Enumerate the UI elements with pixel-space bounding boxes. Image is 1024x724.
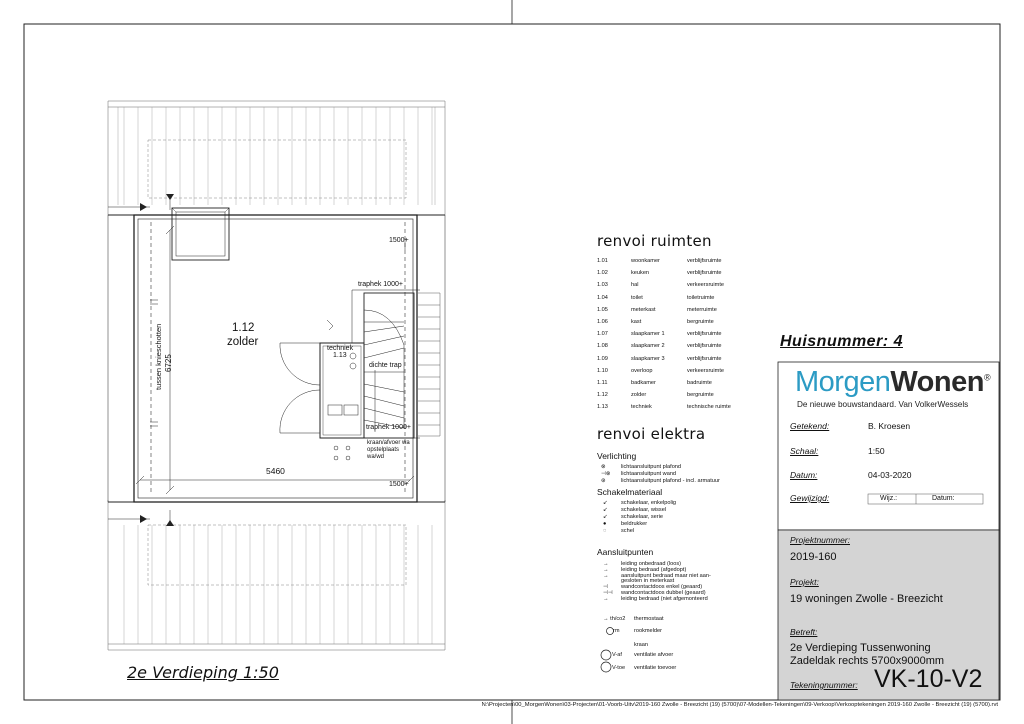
aansluit-symbol: → xyxy=(603,595,609,602)
ruimte-code: 1.10 xyxy=(597,367,608,374)
extra-symbol: rm xyxy=(613,628,620,634)
project-value: 19 woningen Zwolle - Breezicht xyxy=(790,593,943,605)
tech-number-label: 1.13 xyxy=(333,352,347,359)
schakel-symbol: ◌ xyxy=(603,528,607,534)
ruimte-name: kast xyxy=(631,319,642,325)
dim-vertical-label: tussen knieschotten xyxy=(154,323,163,390)
ruimte-name: keuken xyxy=(631,270,650,277)
logo xyxy=(795,366,990,399)
room-number-label: 1.12 xyxy=(232,322,255,334)
traphek-top-label: traphek 1000+ xyxy=(358,281,403,288)
ruimte-type: technische ruimte xyxy=(687,404,731,411)
schakel-label: schakelaar, wissel xyxy=(621,507,667,513)
ruimte-name: hal xyxy=(631,282,639,289)
schaal-value: 1:50 xyxy=(868,446,885,456)
ruimte-code: 1.08 xyxy=(597,343,608,350)
extra-label: kraan xyxy=(634,642,648,648)
dim-vertical-value: 6725 xyxy=(164,354,173,372)
extra-label: ventilatie toevoer xyxy=(634,665,677,671)
ruimte-code: 1.11 xyxy=(597,380,608,386)
ruimte-type: bergruimte xyxy=(687,392,714,399)
logo-tagline: De nieuwe bouwstandaard. Van VolkerWessels xyxy=(797,400,969,409)
verlichting-symbol: ⊗ xyxy=(601,464,606,470)
file-path: N:\Projecten\00_MorgenWonen\03-Projecten\01-Voorb-Uitv\2019-160 Zwolle - Breezicht (19) (5700)\07-Modellen-Tekeningen\09-Verkoop\Verkooptekeningen 2019-160 Zwolle - Breezicht (19) (5700).rvt xyxy=(481,702,998,708)
ruimte-type: verblijfsruimte xyxy=(687,258,722,264)
extra-symbol: V-af xyxy=(612,652,622,658)
getekend-value: B. Kroesen xyxy=(868,421,911,431)
aansluit-label: wandcontactdoos dubbel (geaard) xyxy=(621,590,706,596)
aansluit-symbol: ⊣⊣ xyxy=(603,590,613,596)
ruimte-code: 1.13 xyxy=(597,404,608,411)
kraan-note-1: kraan/afvoer wa xyxy=(367,440,410,446)
roof-top-section xyxy=(108,101,445,215)
ruimte-type: verblijfsruimte xyxy=(687,331,722,338)
ruimte-code: 1.07 xyxy=(597,331,608,338)
aansluit-label: aansluitpunt bedraad maar niet aan- xyxy=(621,572,711,579)
verlichting-symbol: ⊛ xyxy=(601,478,606,484)
aansluit-symbol: → xyxy=(603,561,609,567)
logo-morgen: Morgen xyxy=(795,366,891,398)
verlichting-label: lichtaansluitpunt plafond - incl. armatuur xyxy=(621,478,720,484)
logo-registered-mark: ® xyxy=(983,372,991,383)
extra-label: thermostaat xyxy=(634,616,664,622)
projectnummer-label: Projektnummer: xyxy=(790,535,850,545)
schakel-symbol: ● xyxy=(603,521,607,527)
extra-label: ventilatie afvoer xyxy=(634,652,674,658)
schaal-label: Schaal: xyxy=(790,446,819,456)
aansluit-symbol: ⊣ xyxy=(603,584,608,591)
renvoi-ruimten-title: renvoi ruimten xyxy=(597,232,712,250)
schakel-symbol: ↙ xyxy=(603,514,608,520)
aansluit-label: leiding bedraad (niet afgemonteerd xyxy=(621,595,708,602)
ruimte-type: verkeersruimte xyxy=(687,367,724,374)
tekeningnummer-value: VK-10-V2 xyxy=(874,665,983,693)
dim-horizontal-value: 5460 xyxy=(266,466,285,476)
ruimte-type: meterruimte xyxy=(687,306,717,313)
tekeningnummer-label: Tekeningnummer: xyxy=(790,680,858,690)
schakel-symbol: ↙ xyxy=(603,507,608,513)
schakel-label: beldrukker xyxy=(621,521,648,527)
renvoi-elektra-title: renvoi elektra xyxy=(597,425,706,443)
projectnummer-value: 2019-160 xyxy=(790,551,837,563)
roof-bottom-section xyxy=(108,500,445,650)
room-name-label: zolder xyxy=(227,336,259,348)
wijz-label: Wijz.: xyxy=(880,495,898,502)
extra-symbol: → th/co2 xyxy=(603,616,626,622)
logo-wonen: Wonen xyxy=(890,366,984,398)
betreft-label: Betreft: xyxy=(790,627,818,637)
ruimte-code: 1.04 xyxy=(597,294,608,301)
attic-door-swings xyxy=(280,343,320,433)
extra-label: rookmelder xyxy=(634,628,662,634)
aansluit-label: gesloten in meterkast xyxy=(621,578,675,585)
verlichting-title: Verlichting xyxy=(597,451,637,461)
ruimte-name: zolder xyxy=(631,392,647,399)
kraan-note-2: opstelplaats xyxy=(367,447,400,453)
ruimte-type: verblijfsruimte xyxy=(687,270,722,277)
ruimte-type: verblijfsruimte xyxy=(687,343,722,350)
verlichting-label: lichtaansluitpunt plafond xyxy=(621,464,682,470)
huisnummer-label: Huisnummer: 4 xyxy=(780,333,903,350)
verlichting-symbol: ⊣⊗ xyxy=(601,471,611,477)
ruimte-name: woonkamer xyxy=(631,258,660,264)
ruimte-type: verkeersruimte xyxy=(687,282,724,289)
ruimte-code: 1.01 xyxy=(597,258,608,264)
extra-symbol: V-toe xyxy=(612,665,626,671)
ruimte-name: slaapkamer 2 xyxy=(631,343,665,350)
ruimte-code: 1.09 xyxy=(597,355,608,362)
schakel-title: Schakelmateriaal xyxy=(597,487,663,497)
ruimte-code: 1.02 xyxy=(597,270,608,277)
schakel-symbol: ↙ xyxy=(603,500,608,506)
ruimte-code: 1.05 xyxy=(597,306,608,313)
ruimte-code: 1.03 xyxy=(597,282,608,289)
ruimte-type: bergruimte xyxy=(687,319,714,325)
wijz-datum-label: Datum: xyxy=(932,495,955,502)
tech-name-label: techniek xyxy=(327,345,354,352)
ruimte-name: meterkast xyxy=(631,306,656,313)
betreft-line-2: Zadeldak rechts 5700x9000mm xyxy=(790,655,945,667)
dichte-trap-label: dichte trap xyxy=(369,362,402,369)
aansluit-title: Aansluitpunten xyxy=(597,547,654,557)
stair-lower-flight xyxy=(418,293,440,436)
gewijzigd-label: Gewijzigd: xyxy=(790,493,830,503)
ruimte-name: toilet xyxy=(631,294,643,301)
verlichting-label: lichtaansluitpunt wand xyxy=(621,471,677,477)
ruimte-name: techniek xyxy=(631,404,652,411)
ruimte-name: slaapkamer 3 xyxy=(631,355,665,362)
schakel-label: schakelaar, serie xyxy=(621,514,663,520)
aansluit-symbol: → xyxy=(603,572,609,579)
kraan-note-3: wa/wd xyxy=(367,454,385,460)
betreft-line-1: 2e Verdieping Tussenwoning xyxy=(790,642,931,654)
ruimte-name: slaapkamer 1 xyxy=(631,331,665,338)
aansluit-label: leiding bedraad (afgedopt) xyxy=(621,566,687,573)
datum-value: 04-03-2020 xyxy=(868,470,912,480)
ruimte-code: 1.06 xyxy=(597,319,608,325)
ruimte-type: toiletruimte xyxy=(687,294,715,301)
ruimte-name: overloop xyxy=(631,367,653,374)
aansluit-symbol: → xyxy=(603,566,609,573)
dim-bottom-right: 1500+ xyxy=(389,481,409,488)
rafter-lines-top xyxy=(124,107,432,205)
ruimte-code: 1.12 xyxy=(597,392,608,399)
schakel-label: schel xyxy=(621,528,635,534)
schakel-label: schakelaar, enkelpolig xyxy=(621,500,677,506)
ruimte-type: verblijfsruimte xyxy=(687,355,722,362)
project-label: Projekt: xyxy=(790,577,819,587)
ruimte-type: badruimte xyxy=(687,380,712,386)
dim-top-right: 1500+ xyxy=(389,237,409,244)
roof-window xyxy=(172,208,229,260)
getekend-label: Getekend: xyxy=(790,421,830,431)
aansluit-label: leiding onbedraad (loos) xyxy=(621,561,682,567)
ruimte-name: badkamer xyxy=(631,380,656,386)
datum-label: Datum: xyxy=(790,470,818,480)
aansluit-label: wandcontactdoos enkel (geaard) xyxy=(621,584,703,591)
rafter-lines-bottom xyxy=(124,525,432,644)
view-title: 2e Verdieping 1:50 xyxy=(127,663,279,682)
traphek-bottom-label: traphek 1000+ xyxy=(366,424,411,431)
